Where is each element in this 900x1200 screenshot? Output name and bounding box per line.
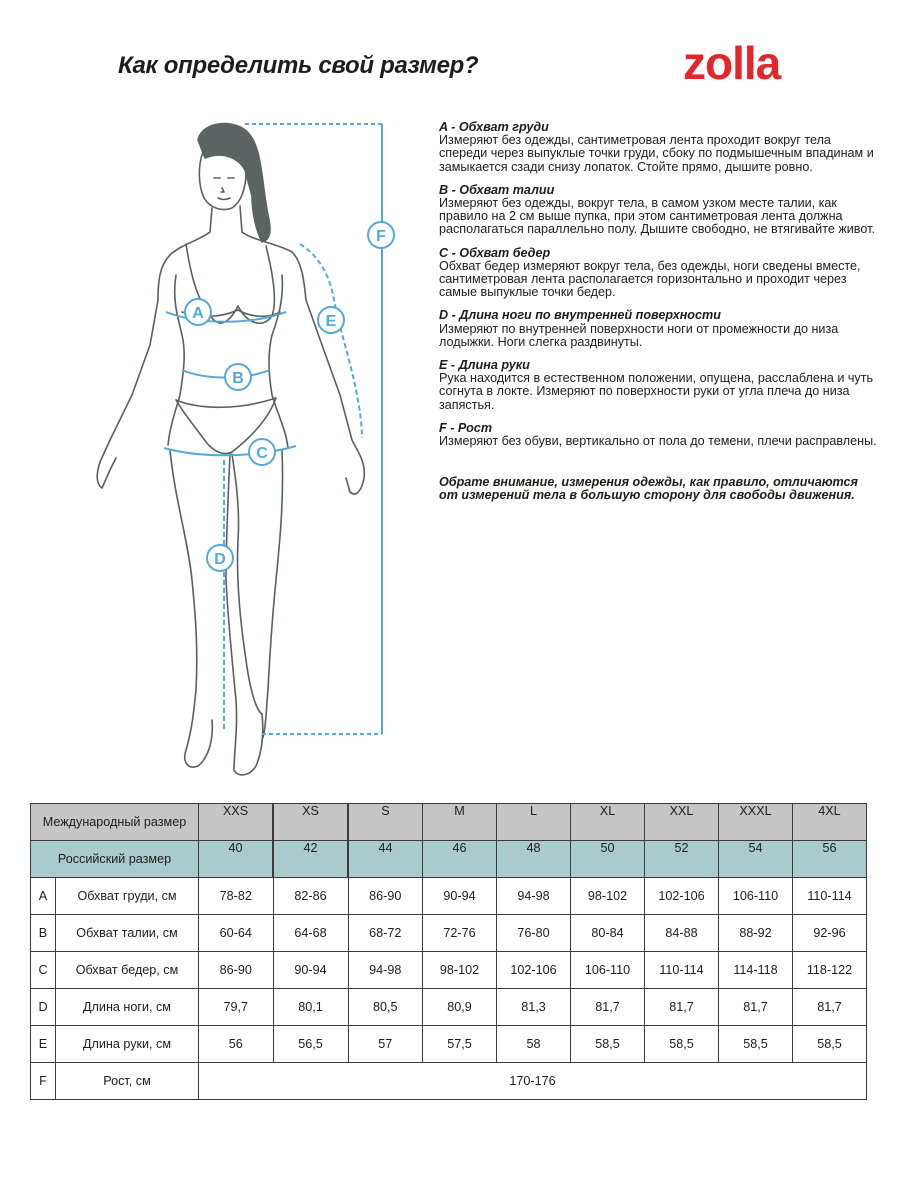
table-cell: 86-90: [199, 952, 274, 989]
table-row: [31, 915, 867, 952]
height-value-cell: 170-176: [199, 1063, 867, 1100]
ru-size-cell: 40: [199, 841, 274, 878]
table-cell: 80,5: [348, 989, 423, 1026]
table-cell: 102-106: [497, 952, 571, 989]
page-title: Как определить свой размер?: [118, 52, 479, 79]
marker-b-icon: [225, 364, 251, 390]
row-letter: E: [31, 1026, 56, 1063]
table-cell: 92-96: [793, 915, 867, 952]
svg-text:E: E: [325, 313, 337, 330]
table-row-russian: [31, 841, 867, 878]
row-letter: F: [31, 1063, 56, 1100]
table-cell: 79,7: [199, 989, 274, 1026]
table-cell: 58,5: [719, 1026, 793, 1063]
svg-text:F: F: [376, 228, 386, 245]
ru-size-cell: 46: [423, 841, 497, 878]
table-cell: 64-68: [273, 915, 348, 952]
ru-size-cell: 50: [571, 841, 645, 878]
table-cell: 80-84: [571, 915, 645, 952]
intl-size-cell: L: [497, 804, 571, 841]
row-letter: D: [31, 989, 56, 1026]
desc-waist: [439, 184, 879, 237]
table-cell: 106-110: [719, 878, 793, 915]
desc-heading: F - Рост: [439, 420, 493, 435]
svg-text:D: D: [214, 551, 226, 568]
table-cell: 94-98: [348, 952, 423, 989]
desc-chest: [439, 121, 879, 174]
ru-size-cell: 48: [497, 841, 571, 878]
desc-text: Измеряют по внутренней поверхности ноги от промежности до низа лодыжки. Ноги слегка раздвинуты.: [439, 321, 839, 349]
intl-size-label: Международный размер: [31, 804, 199, 841]
intl-size-cell: S: [348, 804, 423, 841]
table-cell: 58,5: [571, 1026, 645, 1063]
marker-d-icon: [207, 545, 233, 571]
table-cell: 76-80: [497, 915, 571, 952]
desc-text: Измеряют без одежды, вокруг тела, в самом узком месте талии, как правило на 2 см выше пупка, при этом сантиметровая лента должна располагаться параллельно полу. Дышите свободно, не втягивайте живот.: [439, 196, 875, 237]
table-cell: 60-64: [199, 915, 274, 952]
table-cell: 84-88: [645, 915, 719, 952]
table-cell: 81,7: [645, 989, 719, 1026]
desc-heading: C - Обхват бедер: [439, 245, 551, 260]
table-row: [31, 952, 867, 989]
marker-f-icon: [368, 222, 394, 248]
table-cell: 82-86: [273, 878, 348, 915]
table-cell: 81,3: [497, 989, 571, 1026]
desc-heading: A - Обхват груди: [439, 120, 549, 134]
desc-text: Обхват бедер измеряют вокруг тела, без одежды, ноги сведены вместе, сантиметровая лента располагается горизонтально и проходит через самые выпуклые точки бедер.: [439, 258, 861, 300]
desc-hips: [439, 247, 879, 300]
table-cell: 81,7: [793, 989, 867, 1026]
table-cell: 88-92: [719, 915, 793, 952]
table-cell: 98-102: [571, 878, 645, 915]
desc-text: Измеряют без обуви, вертикально от пола до темени, плечи расправлены.: [439, 434, 877, 449]
table-cell: 114-118: [719, 952, 793, 989]
desc-text: Рука находится в естественном положении, опущена, расслаблена и чуть согнута в локте. Измеряют по поверхности руки от угла плеча до низа запястья.: [439, 371, 874, 412]
table-cell: 58: [497, 1026, 571, 1063]
table-cell: 110-114: [645, 952, 719, 989]
ru-size-cell: 56: [793, 841, 867, 878]
table-cell: 98-102: [423, 952, 497, 989]
table-cell: 56,5: [273, 1026, 348, 1063]
body-measurement-figure: [80, 110, 400, 780]
table-cell: 81,7: [571, 989, 645, 1026]
intl-size-cell: M: [423, 804, 497, 841]
table-cell: 90-94: [273, 952, 348, 989]
marker-c-icon: [249, 439, 275, 465]
intl-size-cell: 4XL: [793, 804, 867, 841]
table-row-international: [31, 804, 867, 841]
ru-size-cell: 54: [719, 841, 793, 878]
table-cell: 86-90: [348, 878, 423, 915]
brand-logo: zolla: [683, 37, 781, 89]
svg-text:C: C: [256, 445, 268, 462]
intl-size-cell: XXXL: [719, 804, 793, 841]
desc-heading: B - Обхват талии: [439, 182, 555, 197]
ru-size-cell: 44: [348, 841, 423, 878]
row-letter: A: [31, 878, 56, 915]
row-name: Рост, см: [56, 1063, 199, 1100]
table-cell: 56: [199, 1026, 274, 1063]
ru-size-label: Российский размер: [31, 841, 199, 878]
measurement-descriptions: [439, 121, 879, 503]
measurement-markers: [185, 222, 394, 571]
intl-size-cell: XS: [273, 804, 348, 841]
size-table: [30, 803, 867, 1100]
table-row: [31, 989, 867, 1026]
body-outline: [97, 124, 364, 775]
row-name: Обхват бедер, см: [56, 952, 199, 989]
table-cell: 68-72: [348, 915, 423, 952]
marker-a-icon: [185, 299, 211, 325]
intl-size-cell: XL: [571, 804, 645, 841]
desc-heading: D - Длина ноги по внутренней поверхности: [439, 308, 721, 323]
table-cell: 81,7: [719, 989, 793, 1026]
table-cell: 110-114: [793, 878, 867, 915]
table-cell: 57: [348, 1026, 423, 1063]
table-cell: 80,1: [273, 989, 348, 1026]
table-row: [31, 1026, 867, 1063]
clothing-note: Обрате внимание, измерения одежды, как правило, отличаются от измерений тела в большую сторону для свободы движения.: [439, 475, 858, 503]
intl-size-cell: XXS: [199, 804, 274, 841]
table-cell: 90-94: [423, 878, 497, 915]
ru-size-cell: 52: [645, 841, 719, 878]
svg-text:A: A: [192, 305, 204, 322]
table-cell: 57,5: [423, 1026, 497, 1063]
svg-text:B: B: [232, 370, 244, 387]
table-cell: 58,5: [793, 1026, 867, 1063]
row-name: Длина руки, см: [56, 1026, 199, 1063]
table-row: [31, 878, 867, 915]
row-letter: C: [31, 952, 56, 989]
table-row-height: [31, 1063, 867, 1100]
row-name: Обхват талии, см: [56, 915, 199, 952]
desc-text: Измеряют без одежды, сантиметровая лента проходит вокруг тела спереди через выпуклые точки груди, сбоку по подмышечным впадинам и замыкается сзади снизу лопаток. Стойте прямо, дышите ровно.: [439, 133, 874, 174]
marker-e-icon: [318, 307, 344, 333]
desc-height: [439, 422, 879, 448]
table-cell: 80,9: [423, 989, 497, 1026]
row-letter: B: [31, 915, 56, 952]
desc-arm: [439, 359, 879, 412]
table-cell: 58,5: [645, 1026, 719, 1063]
table-cell: 102-106: [645, 878, 719, 915]
row-name: Длина ноги, см: [56, 989, 199, 1026]
table-cell: 106-110: [571, 952, 645, 989]
intl-size-cell: XXL: [645, 804, 719, 841]
desc-leg: [439, 309, 879, 349]
table-cell: 72-76: [423, 915, 497, 952]
ru-size-cell: 42: [273, 841, 348, 878]
table-cell: 118-122: [793, 952, 867, 989]
table-cell: 94-98: [497, 878, 571, 915]
row-name: Обхват груди, см: [56, 878, 199, 915]
table-cell: 78-82: [199, 878, 274, 915]
desc-heading: E - Длина руки: [439, 358, 530, 373]
